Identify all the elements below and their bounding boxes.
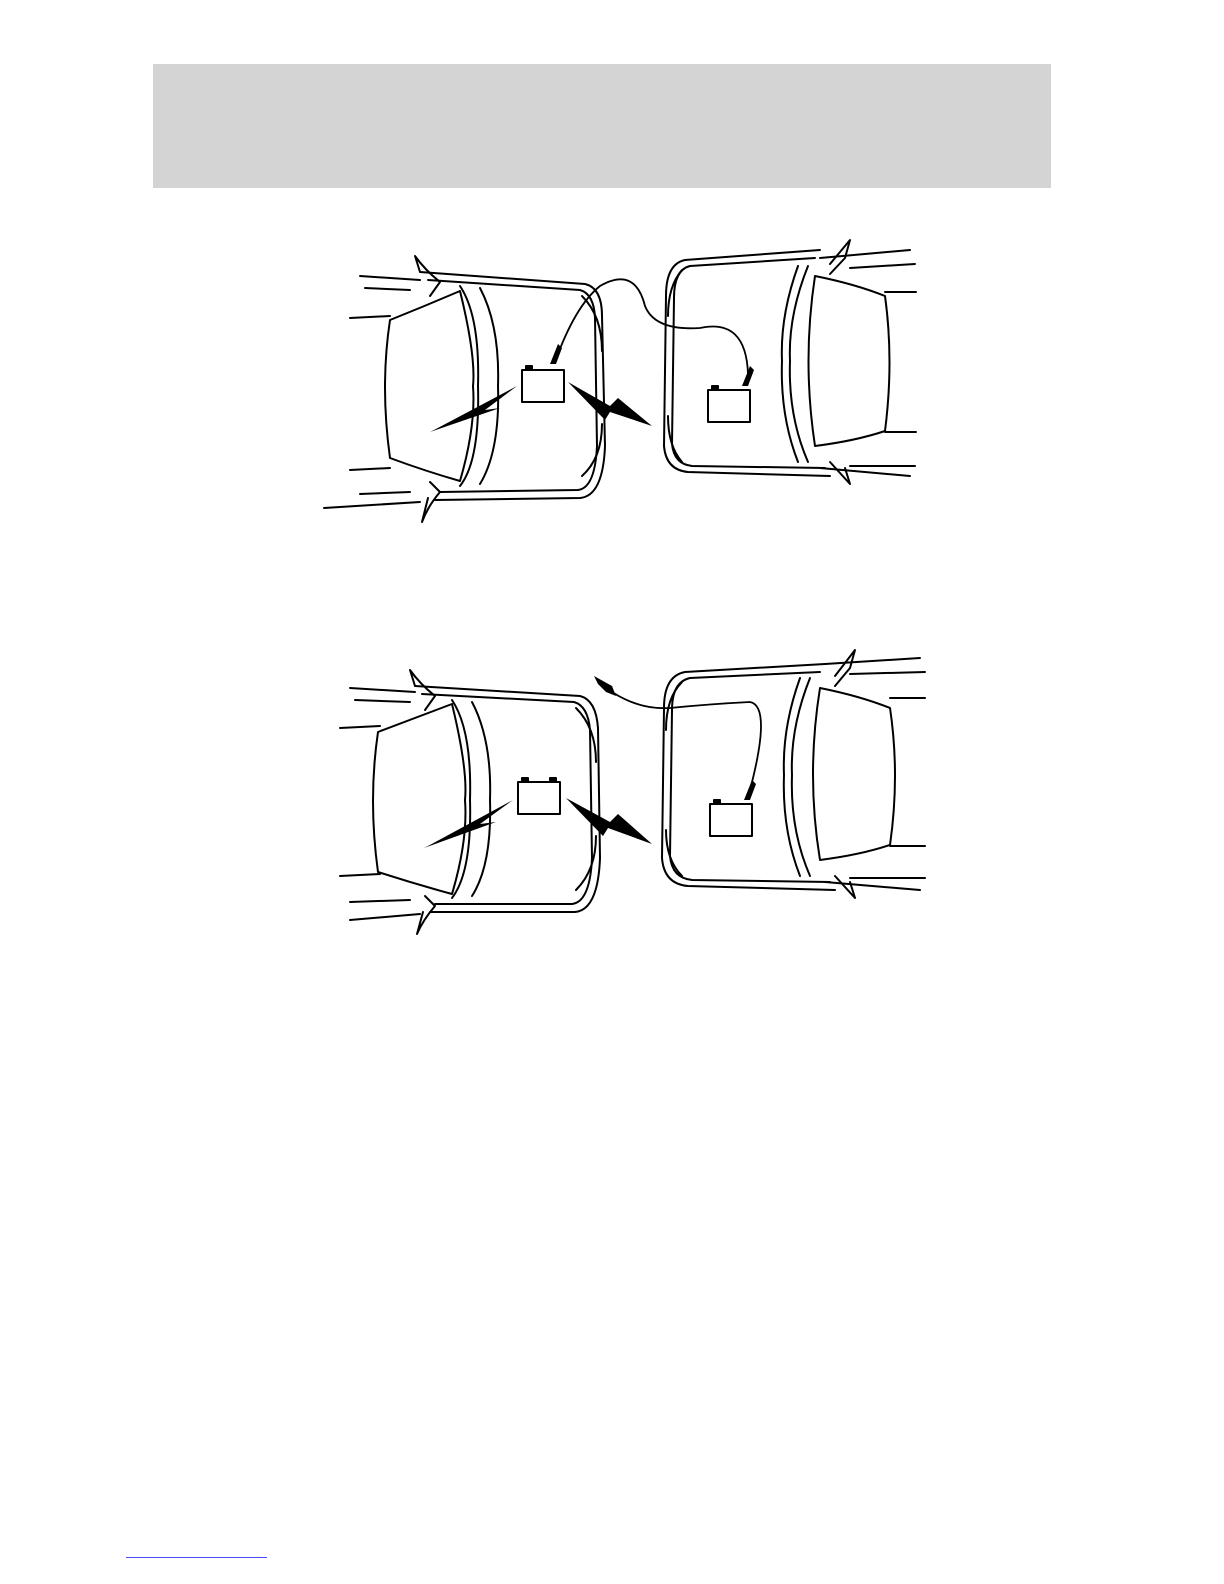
lightning-bolt-icon	[566, 798, 652, 844]
jumper-cable-icon	[555, 279, 748, 374]
lightning-bolt-icon	[568, 382, 652, 426]
car-outline-icon	[324, 256, 605, 522]
section-header-band	[153, 64, 1051, 188]
battery-icon	[522, 366, 564, 402]
jump-start-diagram-both-clamps	[310, 236, 940, 536]
footer-link-rule[interactable]	[126, 1557, 267, 1558]
cable-clamp-icon	[550, 344, 562, 364]
car-outline-icon	[662, 650, 925, 898]
cable-clamp-icon	[744, 780, 756, 800]
jumper-cable-icon	[612, 692, 761, 790]
jump-start-diagram-one-clamp	[310, 640, 940, 940]
car-outline-icon	[664, 240, 916, 484]
cable-clamp-icon	[594, 676, 616, 696]
battery-icon	[518, 778, 560, 814]
battery-icon	[710, 800, 752, 836]
battery-icon	[708, 386, 750, 422]
